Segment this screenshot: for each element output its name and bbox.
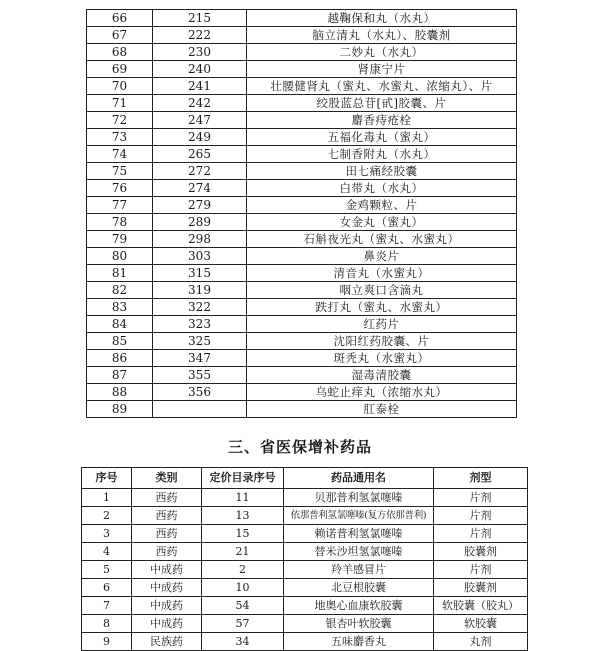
dosage-form: 胶囊剂 [434,579,528,597]
drug-name: 清音丸（水蜜丸） [247,265,517,282]
row-number: 8 [82,615,132,633]
drug-name: 贝那普利氢氯噻嗪 [284,489,434,507]
row-number: 82 [87,282,153,299]
header-price-code: 定价目录序号 [202,468,284,489]
row-number: 4 [82,543,132,561]
catalog-code: 242 [153,95,247,112]
row-number: 87 [87,367,153,384]
row-number: 1 [82,489,132,507]
drug-name: 壮腰健肾丸（蜜丸、水蜜丸、浓缩丸）、片 [247,78,517,95]
table-row [82,597,528,615]
table-row [87,197,517,214]
category: 西药 [132,489,202,507]
header-category: 类别 [132,468,202,489]
table-row [87,27,517,44]
table-row [87,10,517,27]
row-number: 71 [87,95,153,112]
table-row [87,350,517,367]
row-number: 6 [82,579,132,597]
table-row [87,95,517,112]
row-number: 89 [87,401,153,418]
dosage-form: 片剂 [434,489,528,507]
category: 中成药 [132,597,202,615]
drug-name: 肛泰栓 [247,401,517,418]
catalog-code: 249 [153,129,247,146]
dosage-form: 丸剂 [434,633,528,651]
row-number: 5 [82,561,132,579]
catalog-code: 274 [153,180,247,197]
table-row [87,44,517,61]
drug-name: 二妙丸（水丸） [247,44,517,61]
table-row [87,316,517,333]
drug-name: 北豆根胶囊 [284,579,434,597]
price-code: 57 [202,615,284,633]
table-row [87,214,517,231]
drug-name: 麝香痔疮栓 [247,112,517,129]
catalog-code: 303 [153,248,247,265]
category: 中成药 [132,561,202,579]
drug-name: 沈阳红药胶囊、片 [247,333,517,350]
drug-name: 脑立清丸（水丸）、胶囊剂 [247,27,517,44]
drug-name: 田七痛经胶囊 [247,163,517,180]
category: 民族药 [132,633,202,651]
price-code: 54 [202,597,284,615]
drug-name: 越鞠保和丸（水丸） [247,10,517,27]
catalog-code: 319 [153,282,247,299]
row-number: 85 [87,333,153,350]
catalog-code: 355 [153,367,247,384]
drug-name: 斑秃丸（水蜜丸） [247,350,517,367]
price-code: 21 [202,543,284,561]
drug-name: 咽立爽口含滴丸 [247,282,517,299]
catalog-code: 230 [153,44,247,61]
catalog-code: 240 [153,61,247,78]
table-row [82,561,528,579]
row-number: 72 [87,112,153,129]
table-row [82,525,528,543]
catalog-code: 272 [153,163,247,180]
header-row [82,468,528,489]
drug-name: 地奥心血康软胶囊 [284,597,434,615]
row-number: 88 [87,384,153,401]
table-row [87,248,517,265]
row-number: 75 [87,163,153,180]
category: 西药 [132,507,202,525]
table-row [87,112,517,129]
table-row [87,367,517,384]
dosage-form: 软胶囊 [434,615,528,633]
table-row [87,265,517,282]
drug-name: 女金丸（蜜丸） [247,214,517,231]
row-number: 77 [87,197,153,214]
category: 西药 [132,543,202,561]
provincial-supplement-table [81,467,528,651]
table-row [82,633,528,651]
dosage-form: 片剂 [434,525,528,543]
catalog-code: 347 [153,350,247,367]
row-number: 68 [87,44,153,61]
table-row [87,146,517,163]
catalog-code: 247 [153,112,247,129]
table-row [87,401,517,418]
row-number: 78 [87,214,153,231]
table-row [87,282,517,299]
row-number: 83 [87,299,153,316]
catalog-code [153,401,247,418]
catalog-code: 265 [153,146,247,163]
drug-name: 赖诺普利氢氯噻嗪 [284,525,434,543]
category: 西药 [132,525,202,543]
row-number: 74 [87,146,153,163]
section-title: 三、省医保增补药品 [227,438,372,456]
drug-name: 绞股蓝总苷[甙]胶囊、片 [247,95,517,112]
catalog-code: 279 [153,197,247,214]
row-number: 2 [82,507,132,525]
row-number: 81 [87,265,153,282]
drug-name: 红药片 [247,316,517,333]
table-row [87,61,517,78]
row-number: 69 [87,61,153,78]
table-row [82,615,528,633]
catalog-code: 322 [153,299,247,316]
category: 中成药 [132,615,202,633]
category: 中成药 [132,579,202,597]
drug-name: 乌蛇止痒丸（浓缩水丸） [247,384,517,401]
catalog-code: 241 [153,78,247,95]
row-number: 80 [87,248,153,265]
table-row [87,129,517,146]
drug-list-table-continued [86,9,517,418]
drug-name: 白带丸（水丸） [247,180,517,197]
drug-name: 依那普利氢氯噻嗪(复方依那普利) [284,507,434,525]
drug-name: 湿毒清胶囊 [247,367,517,384]
catalog-code: 298 [153,231,247,248]
table-row [87,333,517,350]
drug-name: 五味麝香丸 [284,633,434,651]
row-number: 3 [82,525,132,543]
header-dosage-form: 剂型 [434,468,528,489]
dosage-form: 片剂 [434,507,528,525]
drug-name: 五福化毒丸（蜜丸） [247,129,517,146]
catalog-code: 315 [153,265,247,282]
table-row [87,180,517,197]
table-row [82,489,528,507]
drug-name: 羚羊感冒片 [284,561,434,579]
catalog-code: 222 [153,27,247,44]
table-row [87,384,517,401]
table-row [87,163,517,180]
row-number: 66 [87,10,153,27]
price-code: 2 [202,561,284,579]
drug-name: 替米沙坦氢氯噻嗪 [284,543,434,561]
table-row [82,579,528,597]
row-number: 86 [87,350,153,367]
header-drug-name: 药品通用名 [284,468,434,489]
row-number: 7 [82,597,132,615]
table-row [87,299,517,316]
row-number: 70 [87,78,153,95]
table-row [87,78,517,95]
dosage-form: 胶囊剂 [434,543,528,561]
catalog-code: 356 [153,384,247,401]
price-code: 15 [202,525,284,543]
drug-name: 肾康宁片 [247,61,517,78]
row-number: 84 [87,316,153,333]
drug-name: 七制香附丸（水丸） [247,146,517,163]
table-row [82,507,528,525]
drug-name: 跌打丸（蜜丸、水蜜丸） [247,299,517,316]
catalog-code: 215 [153,10,247,27]
row-number: 76 [87,180,153,197]
drug-name: 石斛夜光丸（蜜丸、水蜜丸） [247,231,517,248]
catalog-code: 325 [153,333,247,350]
row-number: 73 [87,129,153,146]
price-code: 11 [202,489,284,507]
catalog-code: 289 [153,214,247,231]
drug-name: 金鸡颗粒、片 [247,197,517,214]
row-number: 67 [87,27,153,44]
drug-name: 银杏叶软胶囊 [284,615,434,633]
dosage-form: 片剂 [434,561,528,579]
header-no: 序号 [82,468,132,489]
price-code: 13 [202,507,284,525]
table-row [87,231,517,248]
price-code: 10 [202,579,284,597]
row-number: 9 [82,633,132,651]
price-code: 34 [202,633,284,651]
row-number: 79 [87,231,153,248]
drug-name: 鼻炎片 [247,248,517,265]
dosage-form: 软胶囊（胶丸） [434,597,528,615]
table-row [82,543,528,561]
catalog-code: 323 [153,316,247,333]
